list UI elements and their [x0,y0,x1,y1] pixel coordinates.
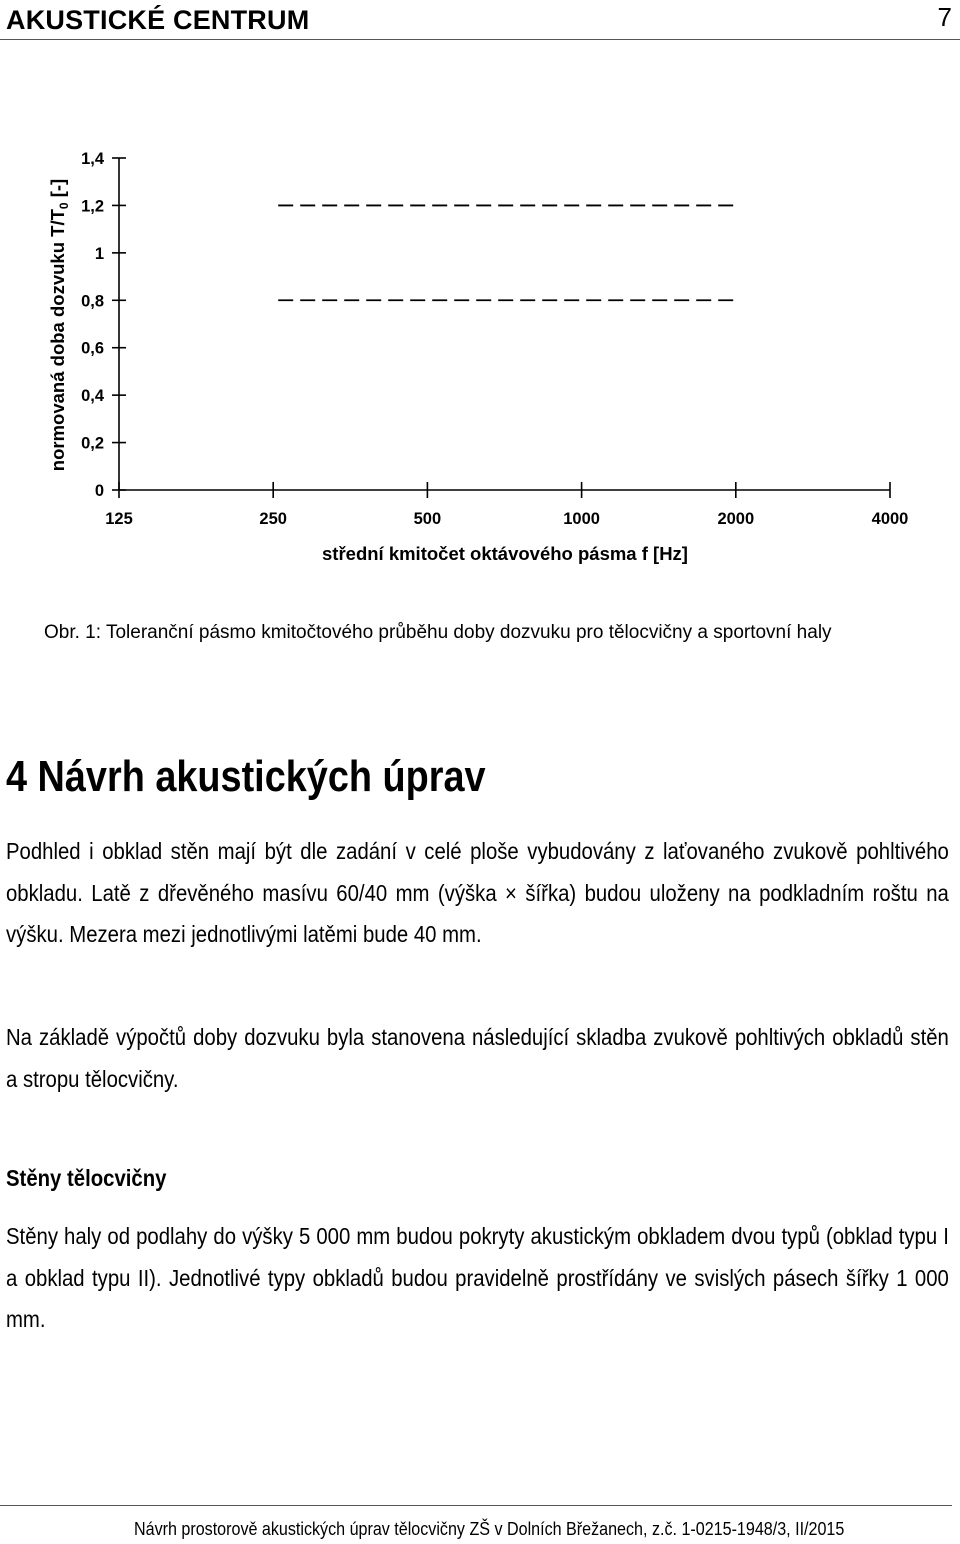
y-tick-label: 0,8 [81,292,104,311]
y-tick-label: 0,6 [81,339,104,358]
reverberation-chart [0,130,960,590]
paragraph-composition: Na základě výpočtů doby dozvuku byla stanovena následující skladba zvukově pohltivých obkladů stěn a stropu tělocvičny. [6,1024,949,1092]
footer-divider [0,1505,952,1506]
subheading-walls: Stěny tělocvičny [6,1165,167,1191]
y-tick-label: 0 [94,482,104,500]
y-tick-label: 1,4 [81,150,104,168]
y-axis-title: normovaná doba dozvuku $T/T_0$ [-] [47,178,71,472]
y-tick-label: 1,2 [81,197,104,216]
x-tick-label: 2000 [717,510,755,528]
footer-text: Návrh prostorově akustických úprav tělocvičny ZŠ v Dolních Břežanech, z.č. 1-0215-1948/3, II/2015 [134,1518,845,1539]
figure-caption: Obr. 1: Toleranční pásmo kmitočtového průběhu doby dozvuku pro tělocvičny a sportovní haly [44,622,832,643]
x-tick-label: 125 [105,510,133,528]
x-tick-label: 4000 [871,510,909,528]
x-axis-title: střední kmitočet oktávového pásma f [Hz] [322,543,688,564]
chart-svg [0,130,960,590]
page-header [0,0,960,42]
y-tick-label: 1 [94,244,104,263]
y-tick-label: 0,4 [81,387,104,406]
paragraph-walls: Stěny haly od podlahy do výšky 5 000 mm budou pokryty akustickým obkladem dvou typů (obklad typu I a obklad typu II). Jednotlivé typy obkladů budou pravidelně prostřídány ve svislých pásech šířky 1 000 mm. [6,1223,949,1332]
page-number: 7 [937,2,952,32]
header-title: AKUSTICKÉ CENTRUM [6,5,310,35]
header-divider [0,39,960,40]
x-tick-label: 1000 [563,510,600,528]
paragraph-cladding: Podhled i obklad stěn mají být dle zadání v celé ploše vybudovány z laťovaného zvukově pohltivého obkladu. Latě z dřevěného masívu 60/40 mm (výška × šířka) budou uloženy na podkladním roštu na výšku. Mezera mezi jednotlivými latěmi bude 40 mm. [6,838,949,947]
section-heading: 4 Návrh akustických úprav [6,752,486,801]
x-tick-label: 500 [413,510,442,528]
y-tick-label: 0,2 [81,434,104,453]
x-tick-label: 250 [259,510,287,528]
